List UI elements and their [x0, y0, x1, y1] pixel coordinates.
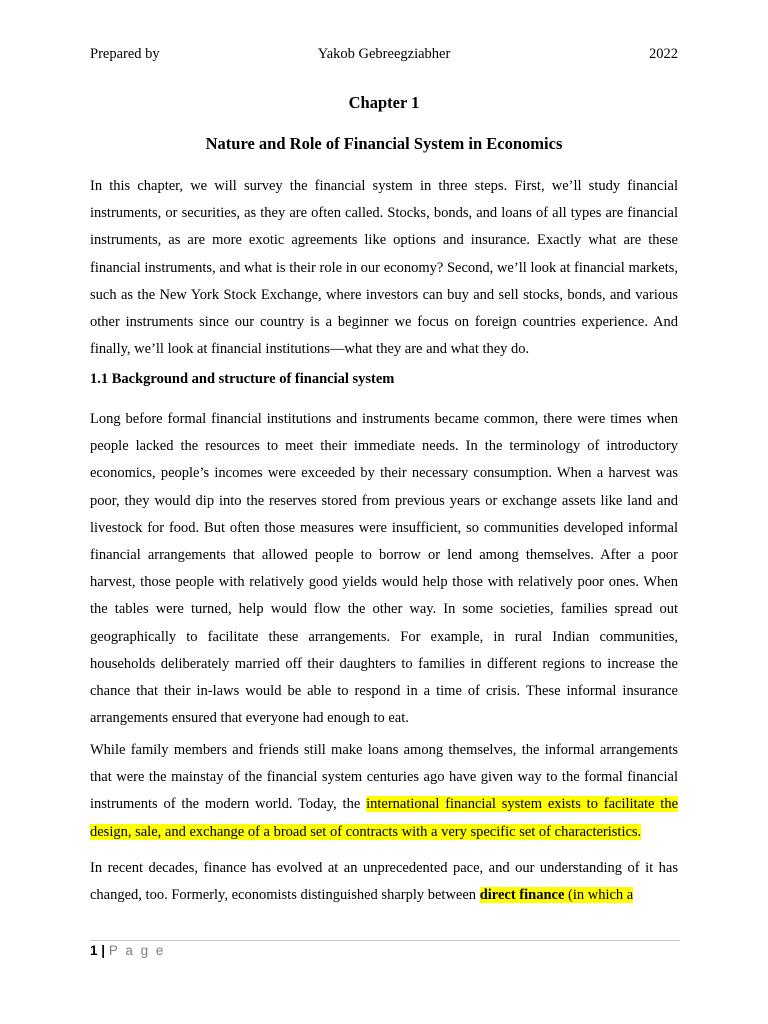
chapter-title: Nature and Role of Financial System in Economics — [205, 134, 563, 153]
paragraph-recent-decades — [90, 855, 678, 909]
header-left: Prepared by — [90, 46, 160, 62]
section-heading: 1.1 Background and structure of financial system — [90, 371, 395, 387]
page-footer — [90, 943, 165, 958]
header-year: 2022 — [649, 46, 678, 62]
highlighted-term: direct finance — [479, 887, 565, 904]
paragraph-modern-instruments — [90, 737, 678, 846]
paragraph-text: In recent decades, finance has evolved at an unprecedented pace, and our understanding of it has changed, too. Formerly, economists distinguished sharply between — [90, 860, 678, 904]
page-number: 1 — [90, 943, 98, 958]
highlighted-text: (in which a — [564, 887, 634, 904]
header-author: Yakob Gebreegziabher — [317, 46, 451, 62]
paragraph-background: Long before formal financial institutions and instruments became common, there were times when people lacked the resources to meet their immediate needs. In the terminology of introductory economics, people’s incomes were exceeded by their necessary consumption. When a harvest was poor, they would dip into the reserves stored from previous years or exchange assets like land and livestock for food. But often those measures were insufficient, so communities developed informal financial arrangements that allowed people to borrow or lend among themselves. After a poor harvest, those people with relatively good yields would help those with relatively poor ones. When the tables were turned, help would flow the other way. In some societies, families spread out geographically to facilitate these arrangements. For example, in rural Indian communities, households deliberately married off their daughters to families in different regions to increase the chance that their in-laws would be able to respond in a time of crisis. These informal insurance arrangements ensured that everyone had enough to eat. — [90, 411, 678, 727]
highlighted-text: international financial system exists to facilitate the design, sale, and exchange of a broad set of contracts with a very specific set of characteristics. — [90, 796, 679, 840]
paragraph-intro: In this chapter, we will survey the financial system in three steps. First, we’ll study financial instruments, or securities, as they are often called. Stocks, bonds, and loans of all types are financial instruments, as are more exotic agreements like options and insurance. Exactly what are these financial instruments, and what is their role in our economy? Second, we’ll look at financial markets, such as the New York Stock Exchange, where investors can buy and sell stocks, bonds, and various other instruments since our country is a beginner we focus on foreign countries experience. And finally, we’ll look at financial institutions—what they are and what they do. — [90, 178, 678, 358]
chapter-heading: Chapter 1 — [348, 93, 420, 112]
paragraph-text: While family members and friends still make loans among themselves, the informal arrangements that were the mainstay of the financial system centuries ago have given way to the formal financial instruments of the modern world. Today, the — [90, 742, 678, 813]
page-label: P a g e — [108, 943, 166, 958]
footer-divider — [90, 940, 680, 941]
page-header — [90, 46, 678, 63]
footer-separator: | — [101, 943, 106, 958]
